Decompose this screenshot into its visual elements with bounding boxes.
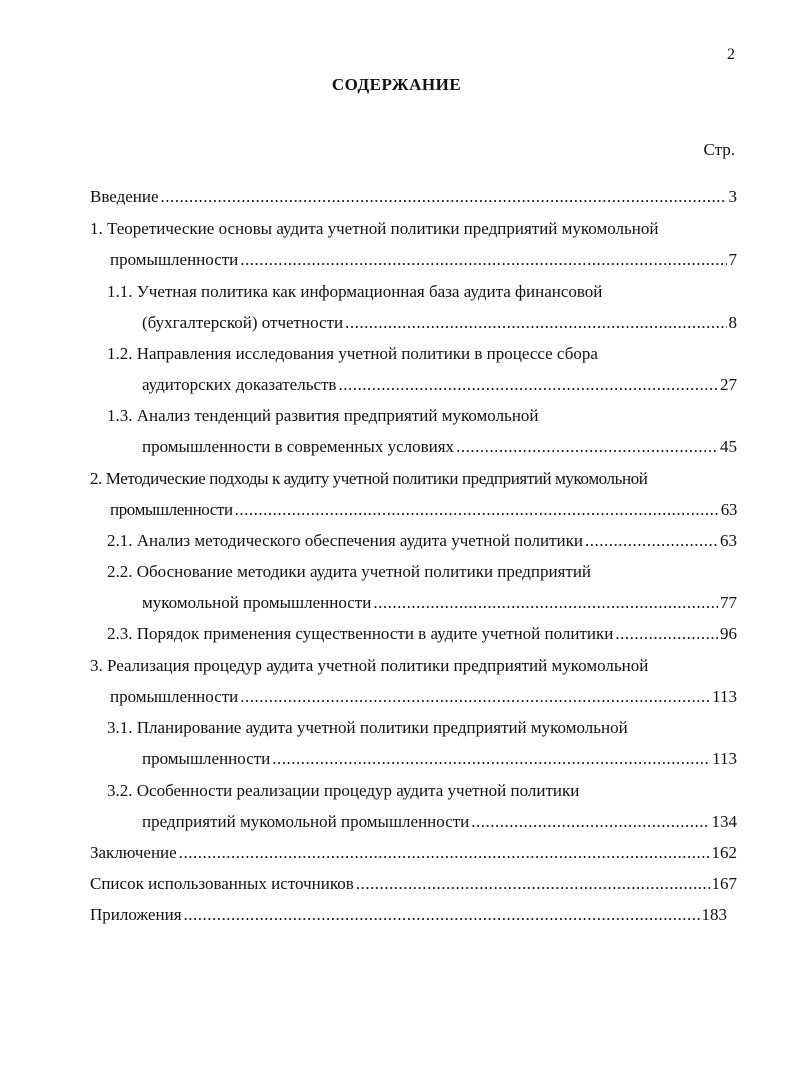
toc-entry-page: 134: [711, 812, 737, 831]
toc-chapter-3-title: 3. Реализация процедур аудита учетной политики предприятий мукомольной: [90, 656, 649, 675]
toc-entry-page: 96: [720, 624, 737, 643]
dot-leader: [240, 687, 710, 707]
toc-entry-title: 2.1. Анализ методического обеспечения аудита учетной политики: [107, 531, 584, 550]
toc-chapter-2-title: 2. Методические подходы к аудиту учетной политики предприятий мукомольной: [90, 469, 648, 488]
toc-entry-conclusion: [90, 843, 737, 863]
toc-entry-title: промышленности: [110, 250, 239, 269]
toc-entry-page: 63: [720, 531, 737, 550]
toc-entry-title: промышленности: [142, 749, 271, 768]
toc-entry-title: 2.3. Порядок применения существенности в аудите учетной политики: [107, 624, 614, 643]
toc-section-1-1: [142, 313, 737, 333]
toc-section-2-2-title: 2.2. Обоснование методики аудита учетной политики предприятий: [107, 562, 592, 581]
page-title: СОДЕРЖАНИЕ: [331, 75, 462, 94]
toc-chapter-1: [110, 250, 737, 270]
toc-chapter-2: [110, 500, 737, 520]
toc-section-1-2: [142, 375, 737, 395]
dot-leader: [338, 375, 718, 395]
toc-entry-appendix: [90, 905, 727, 925]
toc-section-3-1-title: 3.1. Планирование аудита учетной политики предприятий мукомольной: [107, 718, 628, 737]
toc-entry-page: 162: [711, 843, 737, 862]
dot-leader: [345, 313, 726, 333]
dot-leader: [585, 531, 718, 551]
toc-section-3-2: [142, 812, 737, 832]
toc-section-1-3: [142, 437, 737, 457]
toc-entry-title: промышленности: [110, 687, 239, 706]
dot-leader: [356, 874, 710, 894]
toc-entry-page: 77: [720, 593, 737, 612]
toc-entry-title: предприятий мукомольной промышленности: [142, 812, 470, 831]
toc-section-3-1: [142, 749, 737, 769]
toc-chapter-1-title: 1. Теоретические основы аудита учетной политики предприятий мукомольной: [90, 219, 659, 238]
page-number: 2: [727, 46, 735, 63]
toc-entry-intro: [90, 187, 737, 207]
toc-entry-page: 7: [728, 250, 737, 269]
toc-entry-page: 3: [728, 187, 737, 206]
dot-leader: [240, 250, 726, 270]
dot-leader: [615, 624, 718, 644]
toc-entry-page: 27: [720, 375, 737, 394]
toc-entry-sources: [90, 874, 737, 894]
toc-entry-title: мукомольной промышленности: [142, 593, 372, 612]
toc-section-1-2-title: 1.2. Направления исследования учетной политики в процессе сбора: [107, 344, 598, 363]
dot-leader: [456, 437, 718, 457]
toc-entry-title: Приложения: [90, 905, 182, 924]
toc-entry-title: Введение: [90, 187, 159, 206]
toc-entry-page: 63: [720, 500, 737, 519]
page-column-label: Стр.: [703, 140, 735, 159]
toc-section-2-2: [142, 593, 737, 613]
toc-entry-title: промышленности в современных условиях: [142, 437, 455, 456]
toc-entry-title: Список использованных источников: [90, 874, 354, 893]
dot-leader: [179, 843, 710, 863]
toc-entry-page: 113: [712, 687, 737, 706]
toc-entry-page: 167: [711, 874, 737, 893]
toc-entry-title: Заключение: [90, 843, 177, 862]
dot-leader: [471, 812, 709, 832]
dot-leader: [184, 905, 700, 925]
toc-entry-title: промышленности: [110, 500, 233, 519]
dot-leader: [235, 500, 719, 520]
toc-entry-page: 183: [701, 905, 727, 924]
toc-section-3-2-title: 3.2. Особенности реализации процедур аудита учетной политики: [107, 781, 580, 800]
toc-section-1-1-title: 1.1. Учетная политика как информационная база аудита финансовой: [107, 282, 603, 301]
toc-entry-page: 8: [728, 313, 737, 332]
toc-chapter-3: [110, 687, 737, 707]
toc-section-2-3: [107, 624, 737, 644]
dot-leader: [373, 593, 718, 613]
toc-section-1-3-title: 1.3. Анализ тенденций развития предприятий мукомольной: [107, 406, 539, 425]
toc-entry-title: аудиторских доказательств: [142, 375, 337, 394]
toc-entry-page: 113: [712, 749, 737, 768]
dot-leader: [272, 749, 710, 769]
toc-section-2-1: [107, 531, 737, 551]
toc-entry-title: (бухгалтерской) отчетности: [142, 313, 344, 332]
toc-entry-page: 45: [720, 437, 737, 456]
dot-leader: [161, 187, 727, 207]
